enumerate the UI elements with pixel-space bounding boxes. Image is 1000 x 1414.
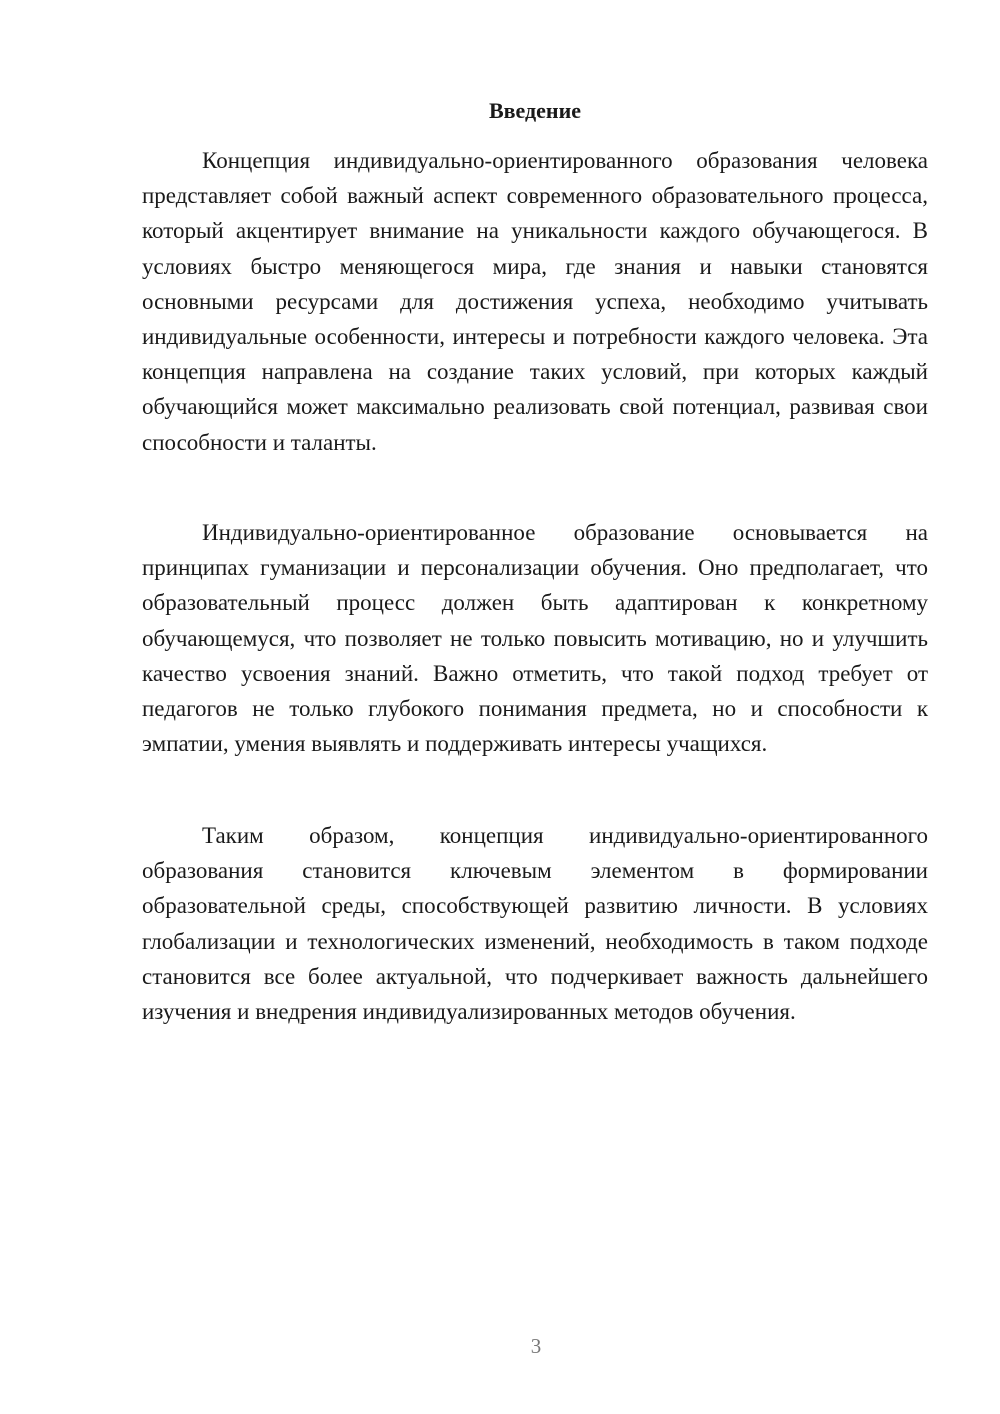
paragraph-3: Таким образом, концепция индивидуально-ориентированного образования становится ключевым элементом в формировании образовательной среды, способствующей развитию личности. В условиях глобализации и технологических изменений, необходимость в таком подходе становится все более актуальной, что подчеркивает важность дальнейшего изучения и внедрения индивидуализированных методов обучения. (142, 823, 928, 1025)
paragraph-1: Концепция индивидуально-ориентированного образования человека представляет собой важный аспект современного образовательного процесса, который акцентирует внимание на уникальности каждого обучающегося. В условиях быстро меняющегося мира, где знания и навыки становятся основными ресурсами для достижения успеха, необходимо учитывать индивидуальные особенности, интересы и потребности каждого человека. Эта концепция направлена на создание таких условий, при которых каждый обучающийся может максимально реализовать свой потенциал, развивая свои способности и таланты. (142, 148, 928, 455)
page-number: 3 (530, 1334, 542, 1358)
page-title: Введение (488, 98, 582, 123)
paragraph-2: Индивидуально-ориентированное образование основывается на принципах гуманизации и персонализации обучения. Оно предполагает, что образовательный процесс должен быть адаптирован к конкретному обучающемуся, что позволяет не только повысить мотивацию, но и улучшить качество усвоения знаний. Важно отметить, что такой подход требует от педагогов не только глубокого понимания предмета, но и способности к эмпатии, умения выявлять и поддерживать интересы учащихся. (142, 520, 928, 757)
